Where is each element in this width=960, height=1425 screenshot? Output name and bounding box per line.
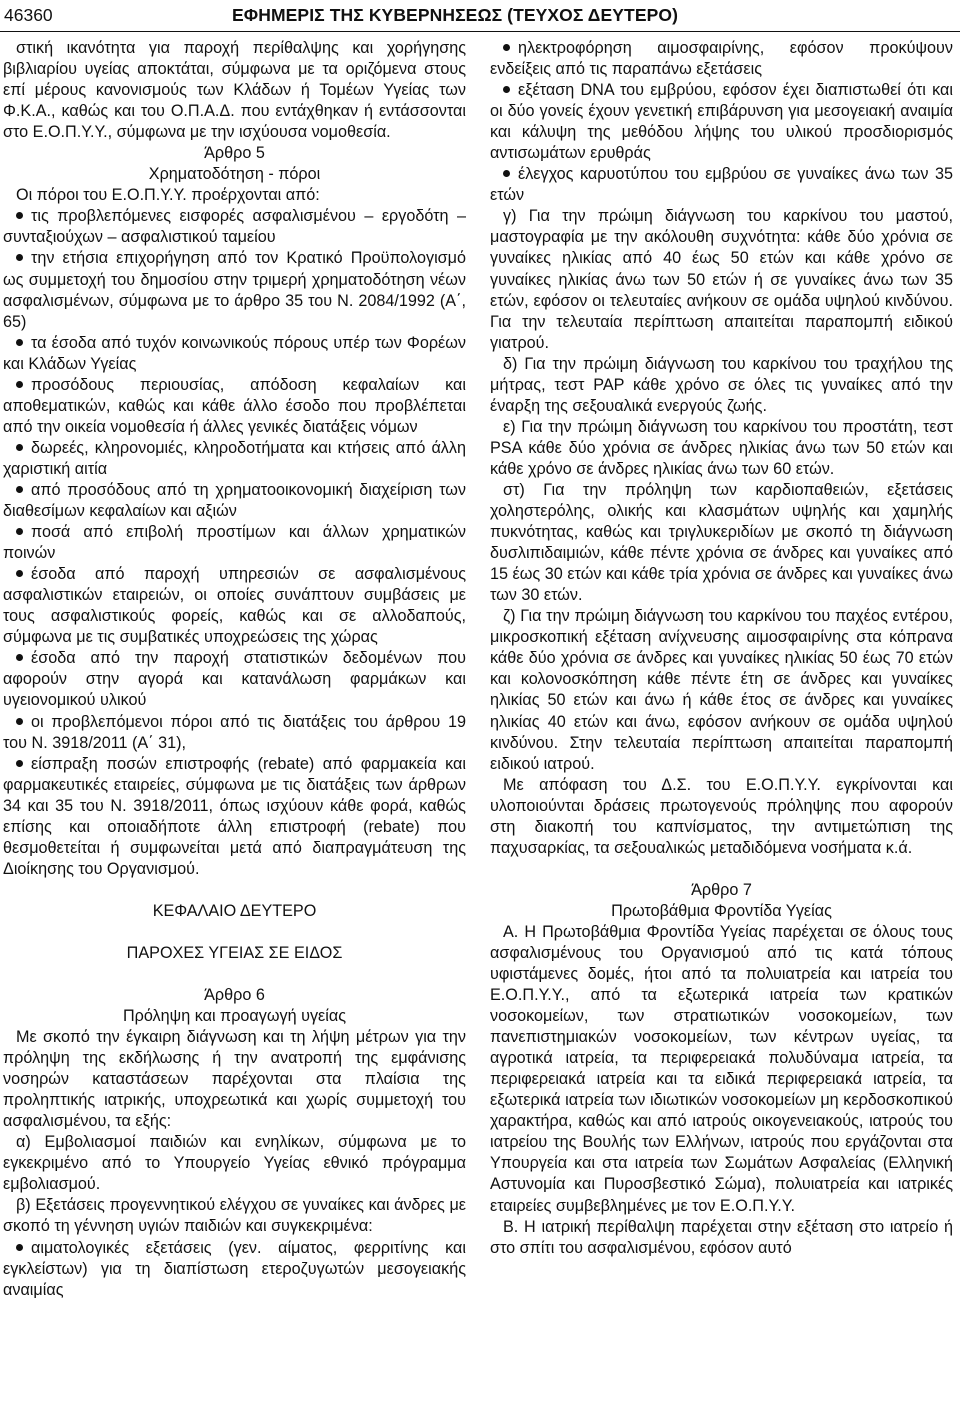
bullet-item: εξέταση DNA του εμβρύου, εφόσον έχει διαπιστωθεί ότι και οι δύο γονείς έχουν γενετική επιβάρυνση για μεσογειακή αναιμία και κάλυψη της μεθόδου λήψης του υλικού προσδιορισμός αντισωμάτων ερυθράς [490, 80, 953, 164]
paragraph: Α. Η Πρωτοβάθμια Φροντίδα Υγείας παρέχεται σε όλους τους ασφαλισμένους του Οργανισμού από τις κατά τόπους υφιστάμενες δομές, ήτοι από τα πολυιατρεία και ιατρεία του Ε.Ο.Π.Υ.Υ., από τα εξωτερικά ιατρεία των κρατικών νοσοκομείων, των στρατιωτικών νοσοκομείων, των πανεπιστημιακών νοσοκομείων, των κέντρων υγείας, τα αγροτικά ιατρεία, τα περιφερειακά πολυδύναμα ιατρεία, τα περιφερειακά ιατρεία και τα ειδικά περιφερειακά ιατρεία, τα εξωτερικά ιατρεία των ιδιωτικών νοσοκομείων μη κερδοσκοπικού χαρακτήρα, καθώς και από ιατρούς οικογενειακούς, ιατρούς του ιατρείου της Βουλής των Ελλήνων, ιατρούς που εργάζονται στα Υπουργεία και στα ιατρεία των Σωμάτων Ασφαλείας (Ελληνική Αστυνομία και Πυροσβεστικό Σώμα), πολυιατρεία και ιατρικές εταιρείες συμβεβλημένες με τον Ε.Ο.Π.Υ.Υ. [490, 922, 953, 1215]
section-heading: Πρωτοβάθμια Φροντίδα Υγείας [611, 901, 832, 920]
bullet-item: προσόδους περιουσίας, απόδοση κεφαλαίων και αποθεματικών, καθώς και κάθε άλλο έσοδο που προβλέπεται από την οικεία νομοθεσία ή άλλες γενικές διατάξεις νόμων [3, 375, 466, 438]
paragraph: Με σκοπό την έγκαιρη διάγνωση και τη λήψη μέτρων για την πρόληψη της εκδήλωσης ή την ανατροπή της εμφάνισης νοσηρών καταστάσεων παρέχονται στα πλαίσια της προληπτικής ιατρικής, υποχρεωτικά και χωρίς συμμετοχή του ασφαλισμένου, τα εξής: [3, 1028, 466, 1131]
paragraph: ε) Για την πρώιμη διάγνωση του καρκίνου του προστάτη, τεστ PSA κάθε δύο χρόνια σε άνδρες ηλικίας άνω των 50 ετών και κάθε χρόνο σε άνδρες ηλικίας άνω των 60 ετών. [490, 417, 953, 478]
paragraph: ζ) Για την πρώιμη διάγνωση του καρκίνου του παχέος εντέρου, μικροσκοπική εξέταση ανίχνευσης αιμοσφαιρίνης στα κόπρανα κάθε δύο χρόνια σε άνδρες και γυναίκες ηλικίας 50 έως 70 ετών και κολονοσκόπηση κάθε πέντε έτη σε άνδρες και γυναίκες ηλικίας 50 ετών και άνω ή κάθε έτος σε άνδρες και γυναίκες ηλικίας 40 ετών και άνω, εφόσον ανήκουν σε ομάδα υψηλού κινδύνου. Στην τελευταία περίπτωση απαιτείται παραπομπή ειδικού ιατρού. [490, 607, 953, 773]
bullet-item: οι προβλεπόμενοι πόροι από τις διατάξεις του άρθρου 19 του Ν. 3918/2011 (Α΄ 31), [3, 712, 466, 754]
paragraph: στ) Για την πρόληψη των καρδιοπαθειών, εξετάσεις χοληστερόλης, ολικής και κλασμάτων υψηλής και χαμηλής πυκνότητας, καθώς και τριγλυκεριδίων με σκοπό τη διάγνωση δυσλιπιδαιμιών, κάθε πέντε χρόνια σε άνδρες και γυναίκες από 15 έως 30 ετών και κάθε τρία χρόνια σε άνδρες και γυναίκες άνω των 30 ετών. [490, 480, 953, 605]
section-heading: Χρηματοδότηση - πόροι [148, 165, 321, 184]
paragraph: Β. Η ιατρική περίθαλψη παρέχεται στην εξέταση στο ιατρείο ή στο σπίτι του ασφαλισμένου, εφόσον αυτό [490, 1217, 953, 1257]
paragraph: Με απόφαση του Δ.Σ. του Ε.Ο.Π.Υ.Υ. εγκρίνονται και υλοποιούνται δράσεις πρωτογενούς πρόληψης που αφορούν στη διακοπή του καπνίσματος, την αντιμετώπιση της παχυσαρκίας, τα σεξουαλικώς μεταδιδόμενα νοσήματα κ.ά. [490, 775, 953, 857]
header-rule [0, 31, 960, 32]
section-heading: Πρόληψη και προαγωγή υγείας [122, 1007, 347, 1026]
bullet-item: αιματολογικές εξετάσεις (γεν. αίματος, φερριτίνης και εγκλείστων) για τη διαπίστωση ετεροζυγωτών μεσογειακής αναιμίας [3, 1238, 466, 1301]
blank-line [3, 880, 466, 901]
running-title: ΕΦΗΜΕΡΙΣ ΤΗΣ ΚΥΒΕΡΝΗΣΕΩΣ (ΤΕΥΧΟΣ ΔΕΥΤΕΡΟ) [232, 5, 679, 25]
right-column [490, 38, 953, 1259]
paragraph: γ) Για την πρώιμη διάγνωση του καρκίνου του μαστού, μαστογραφία με την ακόλουθη συχνότητα: κάθε δύο χρόνια σε γυναίκες ηλικίας από 40 έως 50 ετών και κάθε χρόνο σε γυναίκες ηλικίας άνω των 50 ετών ή σε γυναίκες άνω των 35 ετών, εφόσον οι τελευταίες ανήκουν σε ομάδα υψηλού κινδύνου. Για την τελευταία περίπτωση απαιτείται παραπομπή ειδικού γιατρού. [490, 207, 953, 352]
bullet-item: ηλεκτροφόρηση αιμοσφαιρίνης, εφόσον προκύψουν ενδείξεις από τις παραπάνω εξετάσεις [490, 38, 953, 80]
left-column [3, 38, 466, 1301]
section-heading: ΠΑΡΟΧΕΣ ΥΓΕΙΑΣ ΣΕ ΕΙΔΟΣ [126, 943, 343, 962]
bullet-item: την ετήσια επιχορήγηση από τον Κρατικό Προϋπολογισμό ως συμμετοχή του δημοσίου στην τριμερή χρηματοδότηση νέων ασφαλισμένων, σύμφωνα με το άρθρο 35 του Ν. 2084/1992 (Α΄, 65) [3, 248, 466, 332]
bullet-item: έλεγχος καρυοτύπου του εμβρύου σε γυναίκες άνω των 35 ετών [490, 164, 953, 206]
blank-line [3, 922, 466, 943]
paragraph: στική ικανότητα για παροχή περίθαλψης και χορήγησης βιβλιαρίου υγείας αποκτάται, σύμφωνα με τα οριζόμενα στους επί μέρους κανονισμούς των Κλάδων ή Τομέων Υγείας των Φ.Κ.Α., καθώς και του Ο.Π.Α.Δ. που εντάχθηκαν ή εντάσσονται στο Ε.Ο.Π.Υ.Υ., σύμφωνα με την ισχύουσα νομοθεσία. [3, 39, 466, 142]
blank-line [490, 859, 953, 880]
bullet-item: τα έσοδα από τυχόν κοινωνικούς πόρους υπέρ των Φορέων και Κλάδων Υγείας [3, 333, 466, 375]
bullet-item: από προσόδους από τη χρηματοοικονομική διαχείριση των διαθεσίμων κεφαλαίων και αξιών [3, 480, 466, 522]
bullet-item: δωρεές, κληρονομιές, κληροδοτήματα και κτήσεις από άλλη χαριστική αιτία [3, 438, 466, 480]
section-heading: Άρθρο 7 [691, 880, 752, 899]
section-heading: Άρθρο 5 [204, 144, 265, 163]
bullet-item: τις προβλεπόμενες εισφορές ασφαλισμένου – εργοδότη – συνταξιούχων – ασφαλιστικού ταμείου [3, 206, 466, 248]
bullet-item: είσπραξη ποσών επιστροφής (rebate) από φαρμακεία και φαρμακευτικές εταιρείες, σύμφωνα με τις διατάξεις των άρθρων 34 και 35 του Ν. 3918/2011, όπως ισχύουν κάθε φορά, καθώς επίσης και οποιαδήποτε άλλη επιστροφή (rebate) που θεσμοθετείται ή συμφωνείται μετά από διαπραγμάτευση της Διοίκησης του Οργανισμού. [3, 754, 466, 880]
paragraph: Οι πόροι του Ε.Ο.Π.Υ.Υ. προέρχονται από: [16, 186, 320, 205]
paragraph: α) Εμβολιασμοί παιδιών και ενηλίκων, σύμφωνα με το εγκεκριμένο από το Υπουργείο Υγείας εθνικό πρόγραμμα εμβολιασμού. [3, 1133, 466, 1194]
bullet-item: ποσά από επιβολή προστίμων και άλλων χρηματικών ποινών [3, 522, 466, 564]
page-header [0, 2, 960, 28]
section-heading: Άρθρο 6 [204, 985, 265, 1004]
bullet-item: έσοδα από παροχή υπηρεσιών σε ασφαλισμένους ασφαλιστικών εταιρειών, οι οποίες συνάπτουν συμβάσεις με τους ασφαλιστικούς φορείς, καθώς και σε αλλοδαπούς, σύμφωνα με τις συμβατικές υποχρεώσεις της χώρας [3, 564, 466, 648]
paragraph: δ) Για την πρώιμη διάγνωση του καρκίνου του τραχήλου της μήτρας, τεστ PAP κάθε χρόνο σε όλες τις γυναίκες από την έναρξη της σεξουαλικά ενεργούς ζωής. [490, 354, 953, 415]
bullet-item: έσοδα από την παροχή στατιστικών δεδομένων που αφορούν στην αγορά και κατανάλωση φαρμάκων και υγειονομικού υλικού [3, 648, 466, 711]
paragraph: β) Εξετάσεις προγεννητικού ελέγχου σε γυναίκες και άνδρες με σκοπό τη γέννηση υγιών παιδιών και συγκεκριμένα: [3, 1196, 466, 1236]
blank-line [3, 964, 466, 985]
page-number: 46360 [4, 5, 53, 25]
section-heading: ΚΕΦΑΛΑΙΟ ΔΕΥΤΕΡΟ [152, 901, 317, 920]
